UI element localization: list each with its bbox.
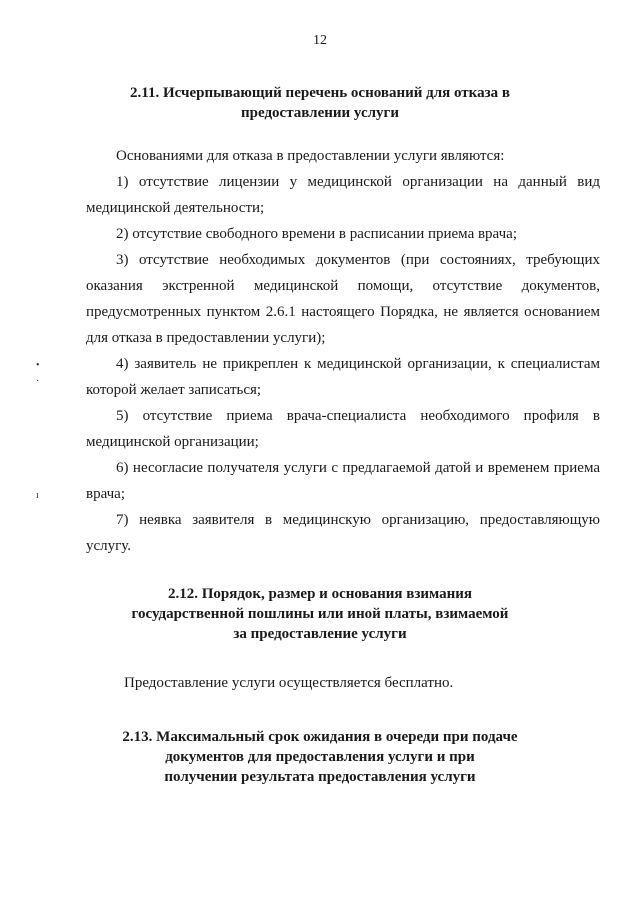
page-number: 12 — [313, 33, 327, 48]
section-2-12-heading — [0, 584, 640, 644]
heading-line: 2.11. Исчерпывающий перечень оснований для отказа в — [130, 85, 510, 101]
scan-mark: · — [36, 376, 40, 387]
section-2-11-heading — [0, 83, 640, 123]
list-item: 7) неявка заявителя в медицинскую организацию, предоставляющую услугу. — [86, 512, 600, 554]
heading-line: получении результата предоставления услуги — [164, 769, 476, 785]
paragraph: Предоставление услуги осуществляется бесплатно. — [124, 675, 454, 691]
list-item: 5) отсутствие приема врача-специалиста необходимого профиля в медицинской организации; — [86, 408, 600, 450]
heading-line: 2.12. Порядок, размер и основания взимания — [167, 586, 473, 602]
section-2-12-body — [86, 670, 600, 696]
scan-mark: • — [36, 360, 40, 371]
heading-line: документов для предоставления услуги и при — [165, 749, 475, 765]
list-item: 2) отсутствие свободного времени в расписании приема врача; — [116, 226, 517, 242]
heading-line: 2.13. Максимальный срок ожидания в очереди при подаче — [122, 729, 518, 745]
list-item: 1) отсутствие лицензии у медицинской организации на данный вид медицинской деятельности; — [86, 174, 600, 216]
section-2-11-body — [86, 143, 600, 559]
heading-line: государственной пошлины или иной платы, взимаемой — [131, 606, 509, 622]
heading-line: предоставлении услуги — [241, 105, 399, 121]
list-item: 3) отсутствие необходимых документов (при состояниях, требующих оказания экстренной медицинской помощи, отсутствие документов, предусмотренных пунктом 2.6.1 настоящего Порядка, не является основанием для отказа в предоставлении услуги); — [86, 252, 600, 346]
intro-paragraph: Основаниями для отказа в предоставлении услуги являются: — [116, 148, 505, 164]
heading-line: за предоставление услуги — [233, 626, 407, 642]
list-item: 6) несогласие получателя услуги с предлагаемой датой и временем приема врача; — [86, 460, 600, 502]
list-item: 4) заявитель не прикреплен к медицинской организации, к специалистам которой желает записаться; — [86, 356, 600, 398]
scan-mark: ı — [36, 490, 39, 501]
section-2-13-heading — [0, 727, 640, 787]
